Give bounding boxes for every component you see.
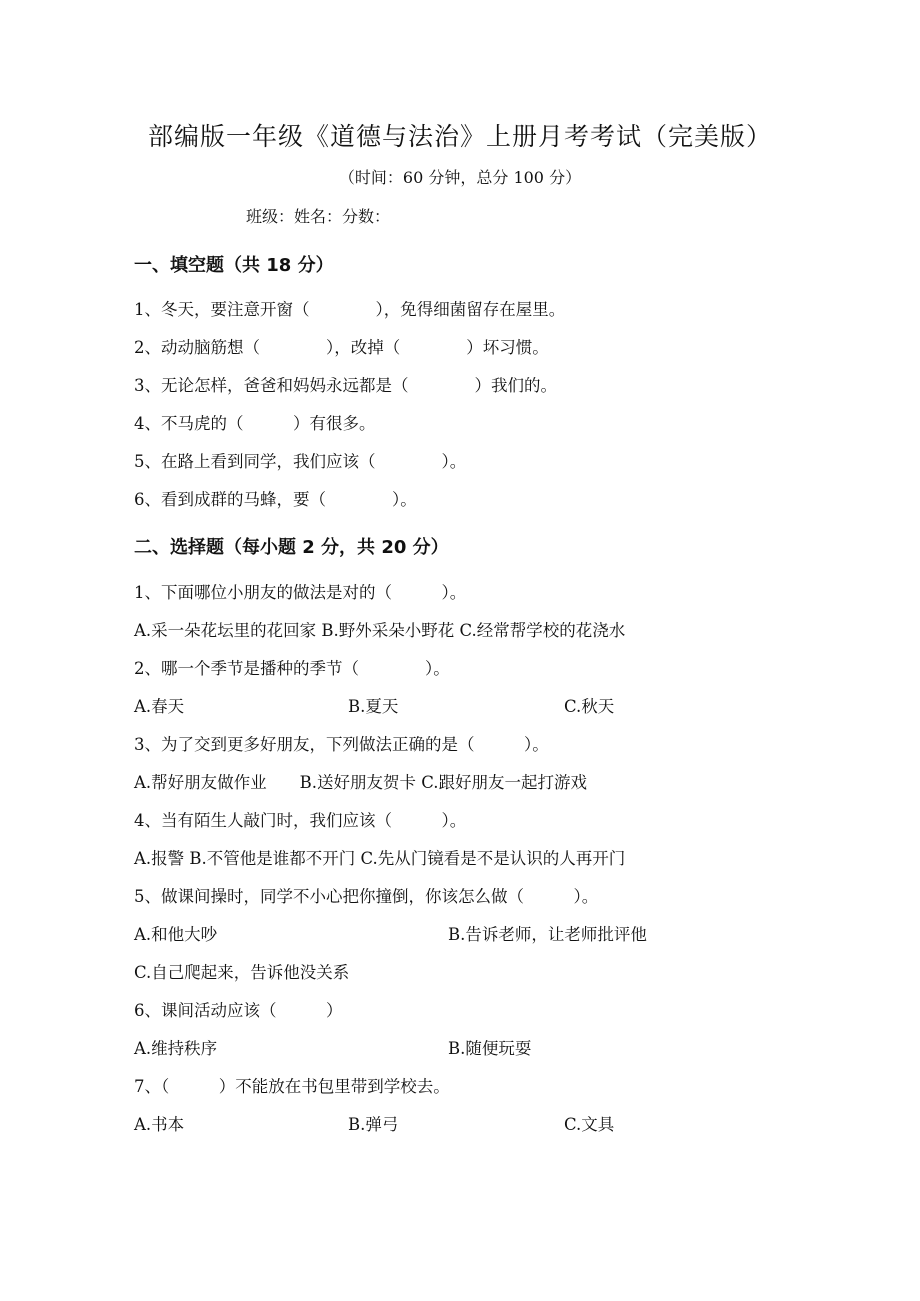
- question-line: 3、无论怎样，爸爸和妈妈永远都是（ ）我们的。: [134, 376, 557, 395]
- answer-option: A.维持秩序: [134, 1039, 218, 1058]
- answer-options-line: A.帮好朋友做作业 B.送好朋友贺卡 C.跟好朋友一起打游戏: [134, 773, 588, 792]
- question-line: 6、课间活动应该（ ）: [134, 1001, 343, 1020]
- answer-option: A.和他大吵: [134, 925, 218, 944]
- answer-option: B.弹弓: [348, 1115, 399, 1134]
- question-line: 5、在路上看到同学，我们应该（ ）。: [134, 452, 467, 471]
- section-heading-fill-blank: 一、填空题（共 18 分）: [134, 255, 334, 276]
- answer-option: A.书本: [134, 1115, 185, 1134]
- answer-option: C.文具: [564, 1115, 615, 1134]
- question-line: 4、不马虎的（ ）有很多。: [134, 414, 376, 433]
- answer-option: B.随便玩耍: [448, 1039, 532, 1058]
- section-heading-multiple-choice: 二、选择题（每小题 2 分，共 20 分）: [134, 537, 449, 558]
- question-line: 4、当有陌生人敲门时，我们应该（ ）。: [134, 811, 467, 830]
- question-line: 3、为了交到更多好朋友，下列做法正确的是（ ）。: [134, 735, 549, 754]
- question-line: 5、做课间操时，同学不小心把你撞倒，你该怎么做（ ）。: [134, 887, 599, 906]
- question-line: 6、看到成群的马蜂，要（ ）。: [134, 490, 417, 509]
- student-info-line: 班级：姓名：分数：: [246, 207, 391, 226]
- answer-options-line: A.采一朵花坛里的花回家 B.野外采朵小野花 C.经常帮学校的花浇水: [134, 621, 626, 640]
- answer-option: A.春天: [134, 697, 185, 716]
- question-line: 7、（ ）不能放在书包里带到学校去。: [134, 1077, 450, 1096]
- answer-option: B.告诉老师，让老师批评他: [448, 925, 647, 944]
- question-line: 1、冬天，要注意开窗（ ），免得细菌留存在屋里。: [134, 300, 566, 319]
- answer-option: C.秋天: [564, 697, 615, 716]
- question-line: 1、下面哪位小朋友的做法是对的（ ）。: [134, 583, 467, 602]
- question-line: 2、动动脑筋想（ ），改掉（ ）坏习惯。: [134, 338, 549, 357]
- answer-options-line: A.报警 B.不管他是谁都不开门 C.先从门镜看是不是认识的人再开门: [134, 849, 626, 868]
- page-title: 部编版一年级《道德与法治》上册月考考试（完美版）: [147, 122, 772, 151]
- question-line: 2、哪一个季节是播种的季节（ ）。: [134, 659, 450, 678]
- answer-option: C.自己爬起来，告诉他没关系: [134, 963, 350, 982]
- answer-option: B.夏天: [348, 697, 399, 716]
- exam-time-info: （时间：60 分钟，总分 100 分）: [338, 168, 582, 187]
